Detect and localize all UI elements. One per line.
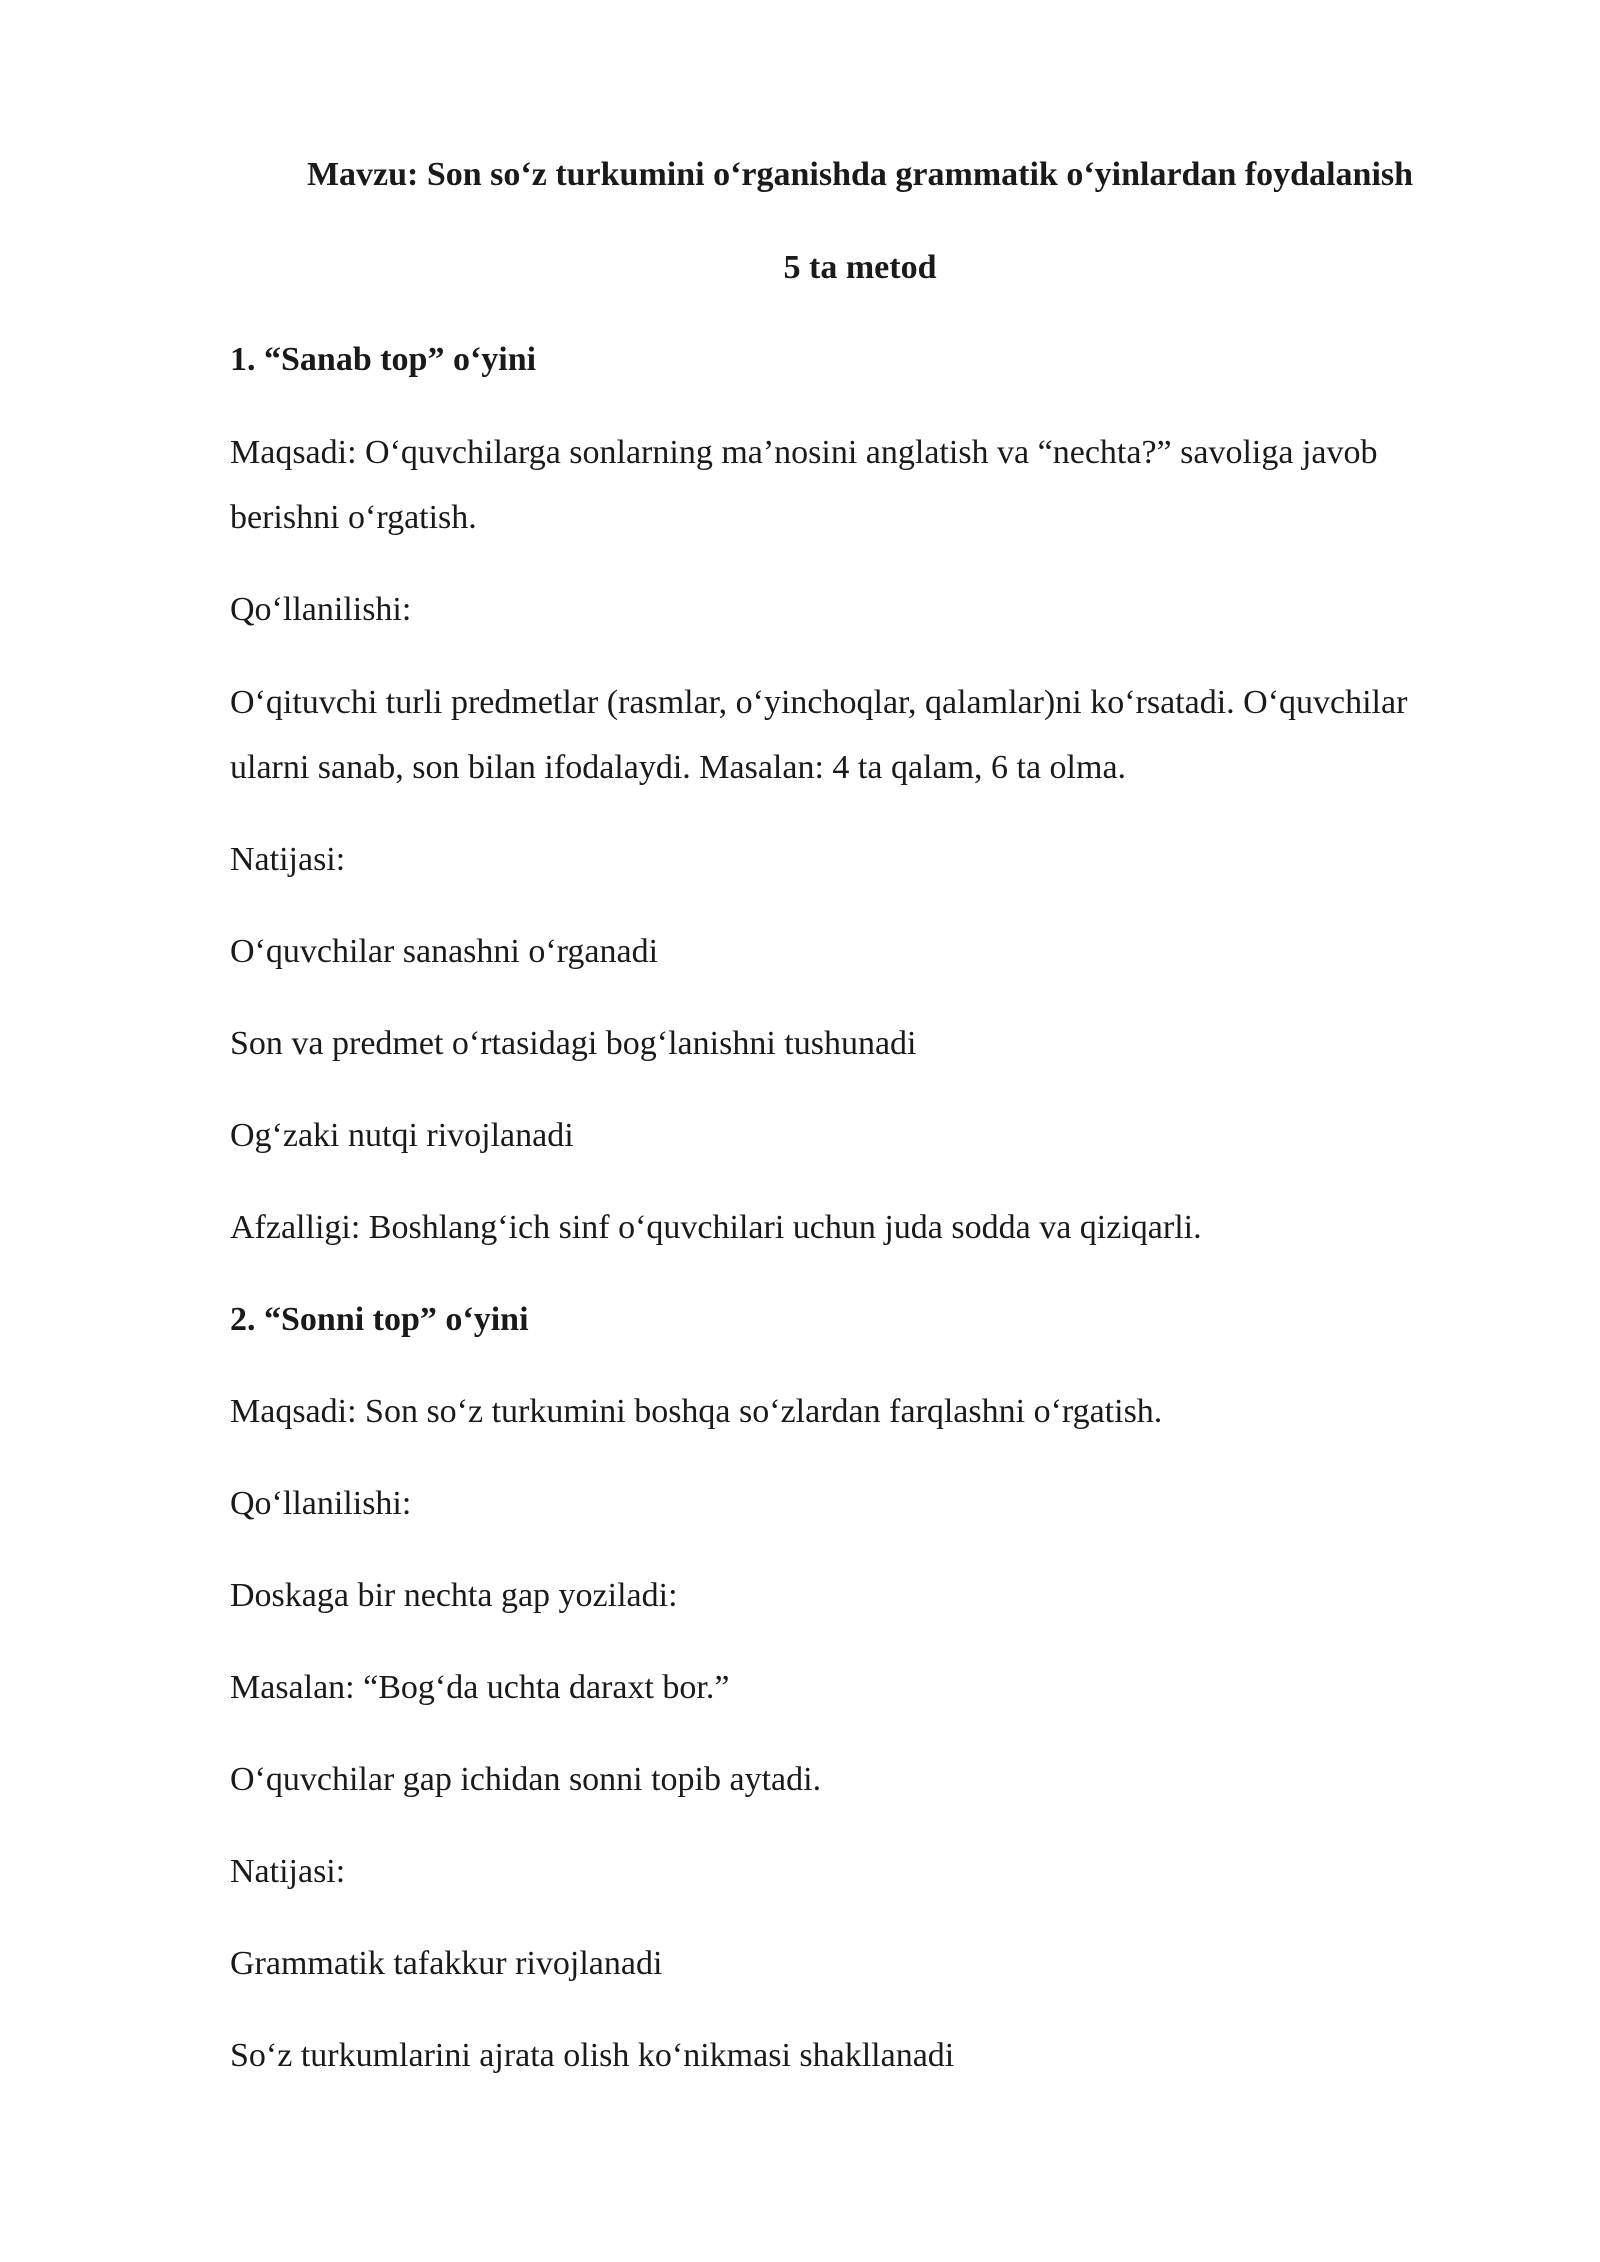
section-2-students-text: O‘quvchilar gap ichidan sonni topib aytadi. <box>230 1761 822 1798</box>
section-2-heading: 2. “Sonni top” o‘yini <box>230 1301 529 1338</box>
section-2-board-text: Doskaga bir nechta gap yoziladi: <box>230 1577 678 1614</box>
section-1-usage-text: O‘qituvchi turli predmetlar (rasmlar, o‘yinchoqlar, qalamlar)ni ko‘rsatadi. O‘quvchilar ularni sanab, son bilan ifodalaydi. Masalan: 4 ta qalam, 6 ta olma. <box>230 684 1408 786</box>
section-1-usage-label: Qo‘llanilishi: <box>230 591 412 628</box>
section-1-result-item: Son va predmet o‘rtasidagi bog‘lanishni tushunadi <box>230 1025 917 1062</box>
document-title: Mavzu: Son so‘z turkumini o‘rganishda grammatik o‘yinlardan foydalanish <box>306 156 1414 193</box>
section-1-result-item: O‘quvchilar sanashni o‘rganadi <box>230 933 659 970</box>
section-1-result-item: Og‘zaki nutqi rivojlanadi <box>230 1117 574 1154</box>
section-2-goal: Maqsadi: Son so‘z turkumini boshqa so‘zlardan farqlashni o‘rgatish. <box>230 1393 1163 1430</box>
section-2-result-item: Grammatik tafakkur rivojlanadi <box>230 1945 663 1982</box>
section-1-heading: 1. “Sanab top” o‘yini <box>230 341 537 378</box>
section-2-usage-label: Qo‘llanilishi: <box>230 1485 412 1522</box>
section-2-result-item: So‘z turkumlarini ajrata olish ko‘nikmasi shakllanadi <box>230 2037 955 2074</box>
document-subtitle: 5 ta metod <box>783 249 937 286</box>
section-1-advantage: Afzalligi: Boshlang‘ich sinf o‘quvchilari uchun juda sodda va qiziqarli. <box>230 1209 1202 1246</box>
section-1-result-label: Natijasi: <box>230 841 346 878</box>
section-2-example: Masalan: “Bog‘da uchta daraxt bor.” <box>230 1669 730 1706</box>
section-2-result-label: Natijasi: <box>230 1853 346 1890</box>
section-1-goal: Maqsadi: O‘quvchilarga sonlarning ma’nosini anglatish va “nechta?” savoliga javob berishni o‘rgatish. <box>230 434 1378 536</box>
